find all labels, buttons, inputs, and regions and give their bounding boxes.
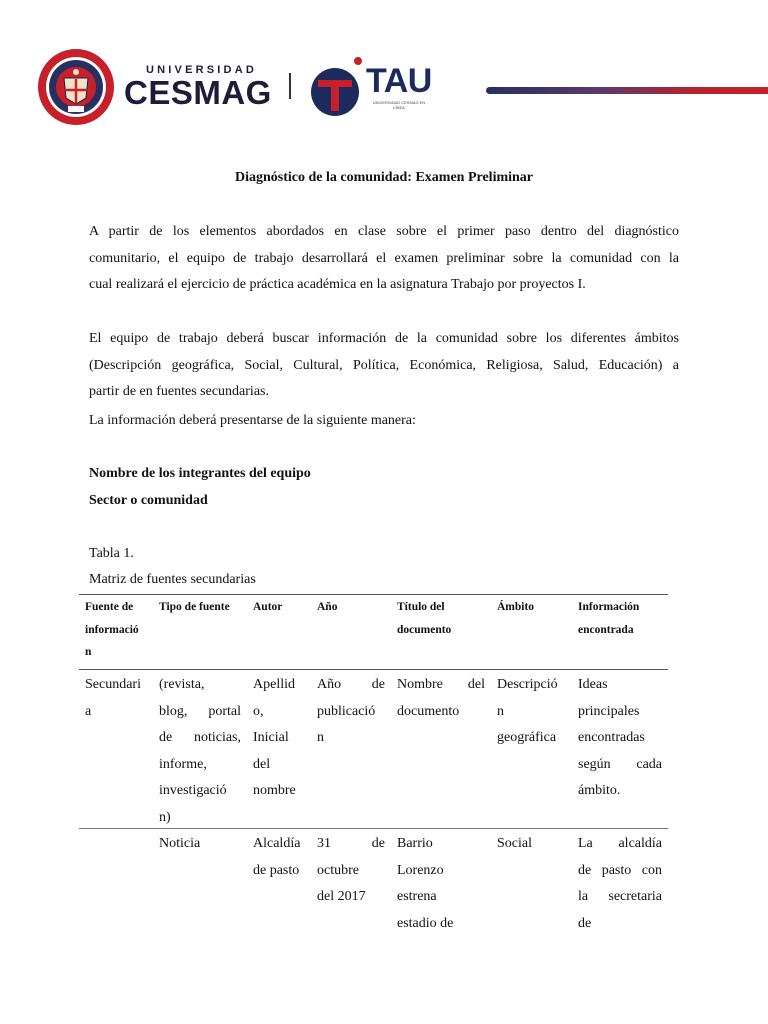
cell-title [397,831,485,937]
cell-line: Nombre del [397,677,485,692]
cell-line: encontradas [578,730,645,745]
cell-source [85,596,151,664]
tau-logo-icon [308,56,362,120]
intro-paragraph [89,219,679,299]
cell-title [397,596,485,641]
cell-line: ámbito. [578,783,621,798]
cell-line: informe, [159,756,207,772]
cell-source [85,672,151,725]
cell-line: n [497,703,504,719]
cell-line: según cada [578,756,662,772]
cell-year [317,831,385,911]
paragraph-line: El equipo de trabajo deberá buscar información de la comunidad sobre los diferentes ámbitos [89,331,679,346]
cell-type [159,596,241,619]
cell-line: Alcaldía [253,836,301,851]
university-seal-logo [37,46,115,128]
cell-scope [497,672,567,752]
cell-line: nombre [253,783,296,798]
cell-line: (revista, [159,677,205,692]
cell-info [578,596,662,641]
cell-author [253,831,305,884]
cell-author [253,596,305,619]
cell-line: Inicial [253,730,289,745]
cell-line: de pasto [253,862,300,878]
format-intro-line: La información deberá presentarse de la siguiente manera: [89,413,416,428]
cell-line: principales [578,703,640,719]
cell-line: o, [253,703,264,719]
header-gradient-bar [486,87,768,94]
cell-line: Social [497,836,532,851]
cell-line: n [317,730,324,745]
cell-line: del 2017 [317,889,366,904]
cell-type [159,831,241,858]
cell-line: octubre [317,862,359,878]
paragraph-line: cual realizará el ejercicio de práctica académica en la asignatura Trabajo por proyectos I. [89,277,586,292]
university-wordmark [124,64,272,110]
cell-line: investigació [159,783,227,798]
cell-line: Año de [317,677,385,692]
cell-line: informació [85,623,139,636]
cell-line: Tipo de fuente [159,601,230,613]
cell-line: Año [317,601,338,613]
cell-line: Ideas [578,677,608,692]
cell-year [317,596,385,619]
cell-line: a [85,703,92,719]
paragraph-line: partir de en fuentes secundarias. [89,384,269,399]
cell-line: Secundari [85,677,141,692]
cell-line: Apellid [253,677,295,692]
cell-year [317,672,385,752]
tau-subtitle: UNIVERSIDAD CESMAG EN LÍNEA [372,100,426,110]
cell-line: de [578,915,592,931]
cell-scope [497,831,567,858]
team-members-heading: Nombre de los integrantes del equipo [89,466,311,481]
table-header-row [79,594,668,670]
cell-line: la secretaria [578,889,662,904]
cell-line: Noticia [159,836,201,851]
cell-line: blog, portal [159,703,241,719]
cell-line: documento [397,623,452,636]
cell-line: estadio de [397,915,454,931]
instructions-paragraph [89,326,679,406]
community-heading: Sector o comunidad [89,493,208,508]
cell-scope [497,596,567,619]
cell-line: Información [578,601,640,613]
cell-line: La alcaldía [578,836,662,851]
cell-line: Ámbito [497,601,535,613]
cell-line: n) [159,809,171,825]
cell-line: publicació [317,703,376,719]
logo-divider [289,73,291,99]
cell-line: geográfica [497,730,557,745]
cell-info [578,672,662,805]
cell-line: de pasto con [578,862,662,878]
table-row [79,829,668,959]
cell-line: Descripció [497,677,558,692]
cell-line: encontrada [578,623,634,636]
tau-wordmark: TAU [366,62,432,100]
cell-line: Fuente de [85,601,134,613]
table-label: Tabla 1. [89,546,134,561]
paragraph-line: (Descripción geográfica, Social, Cultural, Política, Económica, Religiosa, Salud, Educación) a [89,357,679,373]
cell-author [253,672,305,805]
paragraph-line: A partir de los elementos abordados en clase sobre el primer paso dentro del diagnóstico [89,224,679,239]
cell-line: Título del [397,601,445,613]
university-label: UNIVERSIDAD [146,64,257,76]
page-header [0,0,768,140]
cell-line: 31 de [317,836,385,851]
cell-title [397,672,485,725]
cell-line: de noticias, [159,730,241,745]
cell-line: documento [397,703,460,719]
cell-line: n [85,646,92,658]
paragraph-line: comunitario, el equipo de trabajo desarrollará el examen preliminar sobre la comunidad con la [89,250,679,266]
university-name: CESMAG [124,74,272,111]
table-caption: Matriz de fuentes secundarias [89,572,256,587]
cell-line: Autor [253,601,283,613]
document-title: Diagnóstico de la comunidad: Examen Preliminar [234,170,534,185]
cell-line: Lorenzo [397,862,444,878]
cell-info [578,831,662,937]
cell-type [159,672,241,831]
cell-line: del [253,756,271,772]
cell-line: estrena [397,889,437,904]
table-row [79,670,668,829]
cell-line: Barrio [397,836,433,851]
secondary-sources-table [79,594,668,959]
